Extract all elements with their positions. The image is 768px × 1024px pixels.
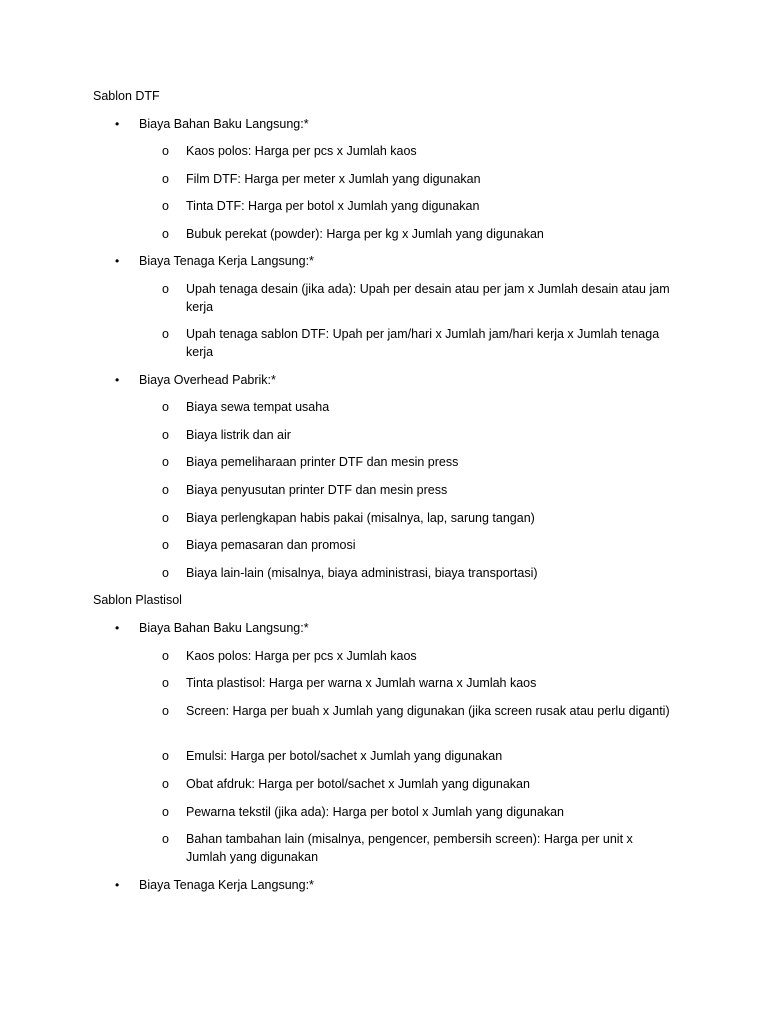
sub-list-item [162,830,676,866]
bullet-marker: • [115,878,120,892]
sub-list-item-text: Biaya pemeliharaan printer DTF dan mesin press [186,455,459,469]
sub-bullet-marker: o [162,566,169,580]
list-item [115,252,699,270]
sub-bullet-marker: o [162,199,169,213]
list-item-label: Biaya Bahan Baku Langsung:* [139,117,309,131]
sub-bullet-marker: o [162,172,169,186]
sub-bullet-marker: o [162,227,169,241]
sub-bullet-marker: o [162,483,169,497]
sub-list-item-text: Biaya penyusutan printer DTF dan mesin press [186,483,448,497]
sub-bullet-marker: o [162,400,169,414]
list-item-label: Biaya Tenaga Kerja Langsung:* [139,254,314,268]
sub-bullet-marker: o [162,777,169,791]
sub-list-item-text: Upah tenaga sablon DTF: Upah per jam/hari x Jumlah jam/hari kerja x Jumlah tenaga kerja [186,327,660,359]
sub-list-item [162,142,676,160]
sub-list-item-text: Tinta plastisol: Harga per warna x Jumlah warna x Jumlah kaos [186,676,537,690]
bullet-marker: • [115,117,120,131]
sub-list-item [162,536,676,554]
sub-list-item-text: Screen: Harga per buah x Jumlah yang digunakan (jika screen rusak atau perlu diganti) [186,704,670,718]
list-item-label: Biaya Overhead Pabrik:* [139,373,276,387]
list-item-label: Biaya Bahan Baku Langsung:* [139,621,309,635]
sub-list-item [162,325,676,361]
sub-list-item [162,481,676,499]
sub-list-item-text: Kaos polos: Harga per pcs x Jumlah kaos [186,144,417,158]
sub-list-item [162,674,676,692]
section-heading-sablon-plastisol: Sablon Plastisol [93,593,182,607]
bullet-marker: • [115,373,120,387]
sub-bullet-marker: o [162,455,169,469]
sub-bullet-marker: o [162,704,169,718]
sub-list-item [162,509,676,527]
sub-list-item [162,280,676,316]
sub-bullet-marker: o [162,327,169,341]
sub-bullet-marker: o [162,144,169,158]
sub-list-item [162,647,676,665]
sub-list-item-text: Biaya sewa tempat usaha [186,400,330,414]
sub-list-item [162,225,676,243]
sub-bullet-marker: o [162,676,169,690]
sub-bullet-marker: o [162,749,169,763]
sub-list-item-text: Biaya pemasaran dan promosi [186,538,356,552]
sub-list-item-text: Biaya lain-lain (misalnya, biaya administrasi, biaya transportasi) [186,566,538,580]
sub-list-item-text: Kaos polos: Harga per pcs x Jumlah kaos [186,649,417,663]
list-item [115,876,699,894]
list-item [115,371,699,389]
sub-list-item-text: Bubuk perekat (powder): Harga per kg x Jumlah yang digunakan [186,227,544,241]
sub-bullet-marker: o [162,511,169,525]
sub-list-item-text: Pewarna tekstil (jika ada): Harga per botol x Jumlah yang digunakan [186,805,564,819]
sub-bullet-marker: o [162,538,169,552]
sub-bullet-marker: o [162,805,169,819]
sub-bullet-marker: o [162,282,169,296]
sub-list-item [162,426,676,444]
sub-list-item [162,775,676,793]
sub-list-item [162,803,676,821]
sub-list-item-text: Biaya listrik dan air [186,428,291,442]
sub-list-item [162,702,676,720]
bullet-marker: • [115,254,120,268]
section-heading-sablon-dtf: Sablon DTF [93,89,160,103]
sub-list-item-text: Bahan tambahan lain (misalnya, pengencer, pembersih screen): Harga per unit x Jumlah yang digunakan [186,832,633,864]
sub-bullet-marker: o [162,649,169,663]
bullet-marker: • [115,621,120,635]
sub-list-item [162,398,676,416]
sub-bullet-marker: o [162,832,169,846]
sub-list-item [162,170,676,188]
sub-list-item-text: Tinta DTF: Harga per botol x Jumlah yang digunakan [186,199,480,213]
sub-list-item [162,197,676,215]
list-item-label: Biaya Tenaga Kerja Langsung:* [139,878,314,892]
sub-list-item [162,564,676,582]
sub-list-item [162,747,676,765]
sub-list-item-text: Emulsi: Harga per botol/sachet x Jumlah yang digunakan [186,749,503,763]
list-item [115,619,699,637]
list-item [115,115,699,133]
sub-list-item-text: Biaya perlengkapan habis pakai (misalnya, lap, sarung tangan) [186,511,535,525]
sub-list-item-text: Upah tenaga desain (jika ada): Upah per desain atau per jam x Jumlah desain atau jam kerja [186,282,670,314]
sub-list-item-text: Film DTF: Harga per meter x Jumlah yang digunakan [186,172,481,186]
sub-list-item-text: Obat afdruk: Harga per botol/sachet x Jumlah yang digunakan [186,777,530,791]
sub-bullet-marker: o [162,428,169,442]
sub-list-item [162,453,676,471]
